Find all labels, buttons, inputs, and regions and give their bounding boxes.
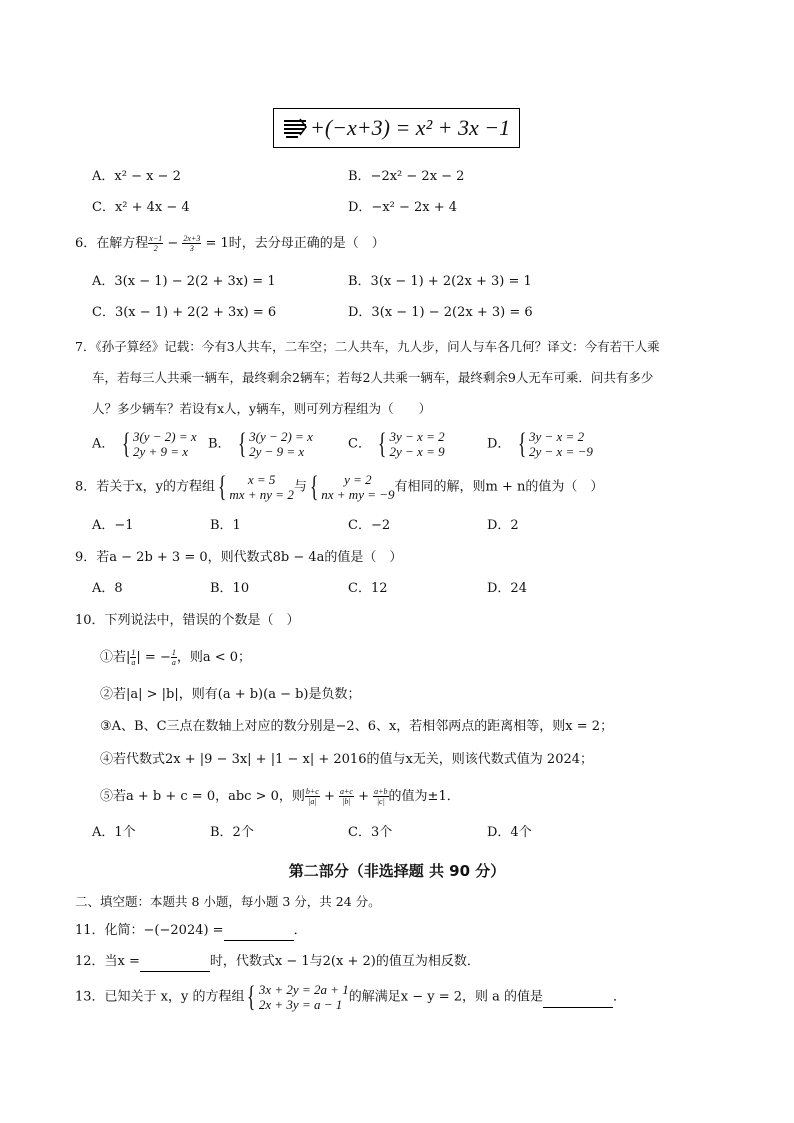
q9-option-b: B．10	[210, 581, 250, 596]
q7-line-2: 车，若每三人共乘一辆车，最终剩余2辆车；若每2人共乘一辆车，最终剩余9人无车可乘．问共有多少	[92, 370, 654, 385]
q7-b-eq1: 3(y − 2) = x	[249, 429, 313, 444]
q7-a-eq1: 3(y − 2) = x	[132, 429, 197, 444]
q10-stem: 10．下列说法中，错误的个数是（ ）	[75, 613, 300, 628]
q9-option-d: D．24	[487, 581, 527, 596]
q11-blank[interactable]	[224, 922, 294, 941]
q6-option-c: C．3(x − 1) + 2(2 + 3x) = 6	[92, 305, 277, 320]
q7-c-eq1: 3y − x = 2	[389, 429, 445, 444]
q13-text-post: 的解满足x − y = 2，则 a 的值是	[348, 989, 544, 1005]
q11-text: 11．化简：−(−2024) =	[75, 923, 224, 938]
q9-option-a: A．8	[92, 581, 123, 596]
q8-option-c: C．−2	[348, 518, 391, 533]
q10-statement-1: ①若| $\frac{1}{a}$ | = − $\frac{1}{a}$ ，则a < 0；	[100, 648, 252, 667]
q10-s1-post: = −	[144, 650, 171, 665]
q5-option-a: A．x² − x − 2	[92, 169, 181, 184]
smudge-icon	[282, 117, 308, 139]
q7-b-eq2: 2y − 9 = x	[249, 444, 305, 459]
q9-stem: 9．若a − 2b + 3 = 0，则代数式8b − 4a的值是（ ）	[75, 550, 403, 565]
q10-s5-pre: ⑤若a + b + c = 0，abc > 0，则	[100, 789, 305, 804]
q5-option-c: C．x² + 4x − 4	[92, 200, 190, 215]
q13-text-pre: 13．已知关于 x，y 的方程组	[75, 989, 245, 1005]
q10-s5-f3-den: |c|	[376, 797, 385, 806]
q12	[75, 953, 480, 972]
q10-s5-f2-num: a+c	[340, 787, 353, 796]
q7-option-b: B． { 3(y − 2) = x 2y − 9 = x	[208, 427, 313, 460]
q8-stem-pre: 8．若关于x，y的方程组	[75, 479, 215, 495]
q7-option-c: C． { 3y − x = 2 2y − x = 9	[348, 427, 445, 460]
q10-s1-pre: ①若	[100, 650, 127, 665]
q10-statement-3: ③A、B、C三点在数轴上对应的数分别是−2、6、x，若相邻两点的距离相等，则x = 2；	[100, 719, 614, 734]
q8-stem-post: 有相同的解，则m + n的值为（ ）	[394, 479, 604, 495]
q10-option-d: D．4个	[487, 825, 532, 840]
q11: 11．化简：−(−2024) = ．	[75, 922, 307, 941]
q8-stem-mid: 与	[293, 479, 307, 495]
q9-option-c: C．12	[348, 581, 388, 596]
q7-a-eq2: 2y + 9 = x	[132, 444, 189, 459]
q10-statement-4: ④若代数式2x + |9 − 3x| + |1 − x| + 2016的值与x无关，则该代数式值为 2024；	[100, 752, 594, 767]
q10-s1-frac: $\frac{1}{a}$	[131, 648, 136, 667]
q12-text-pre: 12．当x =	[75, 954, 140, 969]
q7-c-eq2: 2y − x = 9	[389, 444, 445, 459]
q12-blank[interactable]	[140, 953, 210, 972]
q6-option-a: A．3(x − 1) − 2(2 + 3x) = 1	[92, 274, 276, 289]
part2-title: 第二部分（非选择题 共 90 分）	[288, 862, 506, 880]
q10-option-a: A．1个	[92, 825, 136, 840]
q7-d-eq2: 2y − x = −9	[528, 444, 593, 459]
q7-option-c-label: C．	[348, 436, 371, 452]
q10-s5-f1-num: b+c	[305, 787, 319, 796]
q7-line-3: 人？多少辆车？若设有x人，y辆车，则可列方程组为（ ）	[92, 401, 432, 416]
q6-frac1	[148, 234, 163, 253]
q7-option-d-label: D．	[487, 436, 511, 452]
q5-option-d: D．−x² − 2x + 4	[348, 200, 458, 215]
q10-s5-f3-num: a+b	[374, 787, 388, 796]
q13-eq1: 3x + 2y = 2a + 1	[258, 982, 349, 997]
boxed-equation	[273, 108, 520, 148]
boxed-equation-text: +(−x+3) = x² + 3x −1	[310, 115, 511, 140]
q10-s5-post: 的值为±1．	[388, 789, 460, 804]
q6-option-b: B．3(x − 1) + 2(2x + 3) = 1	[348, 274, 532, 289]
q6-stem: 6．在解方程 $\frac{x-1}{2}$ − $\frac{2x+3}{3}$ = 1时，去分母正确的是（ ）	[75, 234, 385, 253]
q10-s5-f2-den: |b|	[342, 797, 351, 806]
q6-frac2-den: 3	[189, 244, 194, 253]
q10-s1-end: ，则a < 0；	[176, 650, 252, 665]
q8-stem: 8．若关于x，y的方程组 { x = 5 mx + ny = 2 与 { y = 2 nx + my = −9 有相同的解，则m + n的值为（ ）	[75, 470, 604, 503]
q13: 13．已知关于 x，y 的方程组 { 3x + 2y = 2a + 1 2x + 3y = a − 1 的解满足x − y = 2，则 a 的值是 ．	[75, 980, 627, 1013]
q10-option-b: B．2个	[210, 825, 254, 840]
q12-text-post: 时，代数式x − 1与2(x + 2)的值互为相反数．	[209, 954, 480, 969]
part2-intro: 二、填空题：本题共 8 小题，每小题 3 分，共 24 分。	[75, 894, 381, 909]
q5-option-b: B．−2x² − 2x − 2	[348, 169, 465, 184]
q6-option-d: D．3(x − 1) − 2(2x + 3) = 6	[348, 305, 533, 320]
q8-sys2-eq1: y = 2	[344, 472, 372, 487]
q7-option-b-label: B．	[208, 436, 231, 452]
q8-option-d: D．2	[487, 518, 519, 533]
q10-statement-2: ②若|a| > |b|，则有(a + b)(a − b)是负数；	[100, 687, 361, 702]
q10-s5-f1-den: |a|	[308, 797, 317, 806]
q10-option-c: C．3个	[348, 825, 393, 840]
q8-option-a: A．−1	[92, 518, 134, 533]
q10-statement-5: ⑤若a + b + c = 0，abc > 0，则 $\frac{b+c}{|a|}$ + $\frac{a+c}{|b|}$ + $\frac{a+b}{|c|}$ 的值为±1．	[100, 787, 460, 806]
q6-frac1-num: x−1	[149, 234, 163, 243]
q8-sys1-eq2: mx + ny = 2	[229, 487, 294, 502]
q6-frac2-num: 2x+3	[183, 234, 201, 243]
q6-stem-post: = 1时，去分母正确的是（ ）	[205, 236, 385, 251]
q7-option-a: A． { 3(y − 2) = x 2y + 9 = x	[92, 427, 197, 460]
q13-blank[interactable]	[543, 989, 613, 1008]
q8-sys1-eq1: x = 5	[247, 472, 276, 487]
q8-sys2-eq2: nx + my = −9	[321, 487, 395, 502]
q8-option-b: B．1	[210, 518, 241, 533]
q7-d-eq1: 3y − x = 2	[528, 429, 585, 444]
q7-option-a-label: A．	[92, 436, 115, 452]
q7-line-1: 7．《孙子算经》记载：今有3人共车，二车空；二人共车，九人步，问人与车各几何？译文：今有若干人乘	[75, 339, 660, 354]
q13-eq2: 2x + 3y = a − 1	[258, 997, 343, 1012]
q6-frac1-den: 2	[153, 244, 158, 253]
q6-stem-pre: 6．在解方程	[75, 236, 149, 251]
q7-option-d: D． { 3y − x = 2 2y − x = −9	[487, 427, 593, 460]
q6-frac2	[182, 234, 201, 253]
